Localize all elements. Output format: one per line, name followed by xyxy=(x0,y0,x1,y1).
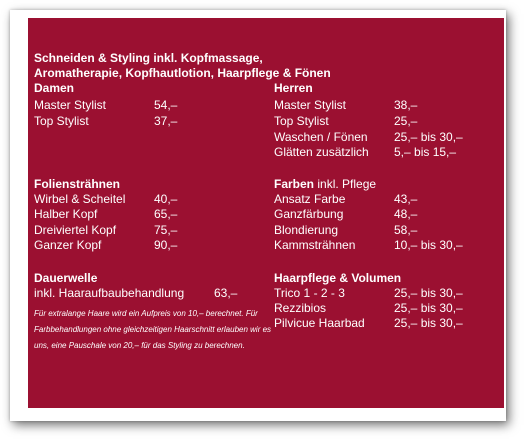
haarpflege-item-price: 25,– bis 30,– xyxy=(394,316,463,330)
folien-item-price: 75,– xyxy=(154,223,178,237)
haarpflege-item-price: 25,– bis 30,– xyxy=(394,286,463,300)
farben-item-price: 43,– xyxy=(394,192,418,206)
herren-item-label: Waschen / Fönen xyxy=(274,130,368,144)
farben-heading-suffix: inkl. Pflege xyxy=(314,177,377,191)
farben-item-label: Ansatz Farbe xyxy=(274,192,346,206)
price-list-panel xyxy=(28,18,504,408)
price-list-frame xyxy=(10,10,506,421)
title-line-1: Schneiden & Styling inkl. Kopfmassage, xyxy=(34,51,263,65)
haarpflege-item-label: Rezzibios xyxy=(274,301,327,315)
farben-heading-main: Farben xyxy=(274,177,315,191)
title-line-2: Aromatherapie, Kopfhautlotion, Haarpflege & Fönen xyxy=(34,66,331,80)
folien-item-label: Halber Kopf xyxy=(34,207,98,221)
herren-item-label: Top Stylist xyxy=(274,114,329,128)
damen-item-label: Master Stylist xyxy=(34,98,107,112)
folien-item-label: Ganzer Kopf xyxy=(34,238,102,252)
folien-item-label: Wirbel & Scheitel xyxy=(34,192,126,206)
farben-item-label: Ganzfärbung xyxy=(274,207,344,221)
herren-item-price: 5,– bis 15,– xyxy=(394,145,457,159)
herren-item-price: 38,– xyxy=(394,98,418,112)
folien-heading: Foliensträhnen xyxy=(34,177,121,191)
herren-item-label: Master Stylist xyxy=(274,98,347,112)
herren-item-price: 25,– xyxy=(394,114,418,128)
farben-item-price: 48,– xyxy=(394,207,418,221)
dauerwelle-price: 63,– xyxy=(214,286,238,300)
herren-item-price: 25,– bis 30,– xyxy=(394,130,463,144)
folien-item-label: Dreiviertel Kopf xyxy=(34,223,117,237)
dauerwelle-heading: Dauerwelle xyxy=(34,271,98,285)
damen-item-price: 54,– xyxy=(154,98,178,112)
damen-item-label: Top Stylist xyxy=(34,114,89,128)
dauerwelle-label: inkl. Haaraufbaubehandlung xyxy=(34,286,185,300)
damen-heading: Damen xyxy=(34,81,75,95)
footnote: Für extralange Haare wird ein Aufpreis von 10,– berechnet. Für Farbbehandlungen ohne gleichzeitigen Haarschnitt erlauben wir es uns, eine Pauschale von 20,– für das Styling zu berechnen. xyxy=(34,309,272,350)
herren-item-label: Glätten zusätzlich xyxy=(274,145,369,159)
folien-item-price: 40,– xyxy=(154,192,178,206)
herren-heading: Herren xyxy=(274,81,313,95)
damen-item-price: 37,– xyxy=(154,114,178,128)
haarpflege-heading: Haarpflege & Volumen xyxy=(274,271,402,285)
haarpflege-item-label: Trico 1 - 2 - 3 xyxy=(274,286,345,300)
haarpflege-item-price: 25,– bis 30,– xyxy=(394,301,463,315)
farben-heading xyxy=(274,177,376,192)
folien-item-price: 90,– xyxy=(154,238,178,252)
farben-item-label: Kammsträhnen xyxy=(274,238,356,252)
haarpflege-item-label: Pilvicue Haarbad xyxy=(274,316,365,330)
folien-item-price: 65,– xyxy=(154,207,178,221)
farben-item-price: 10,– bis 30,– xyxy=(394,238,463,252)
farben-item-label: Blondierung xyxy=(274,223,339,237)
farben-item-price: 58,– xyxy=(394,223,418,237)
